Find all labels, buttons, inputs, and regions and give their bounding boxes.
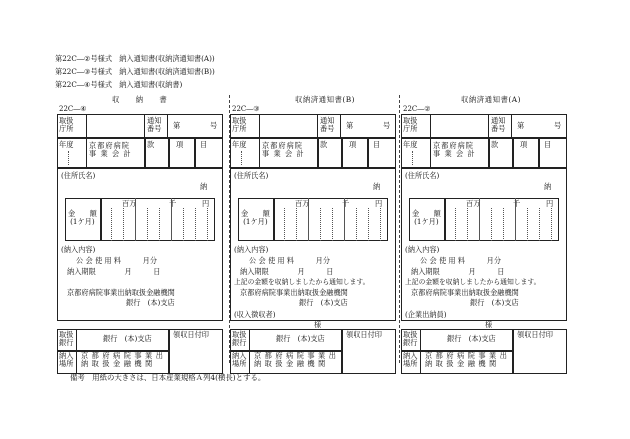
receipt-stamp-label: 領収日付印 [517, 330, 553, 339]
collector-label: (企業出納員) [405, 310, 447, 319]
cut-line-2 [399, 95, 400, 363]
hyakuman-label: 百万 [295, 199, 310, 208]
form-title: 収納済通知書(A) [461, 95, 521, 104]
bottom-stamp-divider [341, 329, 343, 374]
form-header-line-3: 第22C―④号様式 納入通知書(収納書) [55, 80, 183, 89]
moku-divider [194, 138, 196, 168]
digit-divider [123, 208, 124, 241]
bank-line-2: 銀行 (本)支店 [299, 298, 348, 307]
digit-divider [455, 208, 456, 241]
address-label: (住所氏名) [405, 171, 440, 180]
form-code: 22C―④ [59, 105, 87, 113]
fee-item: 公 会 使 用 料 月分 [76, 256, 158, 265]
go-label: 号 [554, 121, 562, 130]
digit-divider [539, 208, 540, 241]
received-notice: 上記の金額を収納しましたから通知します。 [405, 278, 541, 286]
bank-line-1: 京都府病院事業出納取扱金融機関 [67, 288, 175, 297]
digit-divider [551, 208, 552, 241]
bank-line-1: 京都府病院事業出納取扱金融機関 [411, 288, 519, 297]
notice-no-label: 通知 番号 [491, 116, 506, 134]
handling-bank-label: 取扱 銀行 [403, 330, 418, 348]
form-section-1 [57, 95, 223, 371]
digit-divider [368, 208, 369, 241]
form-header-line-2: 第22C―③号様式 納入通知書(収納済通知書(B)) [55, 67, 215, 76]
sen-label: 千 [169, 199, 177, 208]
kou-label: 項 [520, 140, 528, 149]
office-label: 取扱 庁所 [232, 116, 247, 134]
form-header-line-1: 第22C―②号様式 納入通知書(収納済通知書(A)) [55, 54, 215, 63]
en-label: 円 [546, 199, 554, 208]
nou-label: 納 [544, 182, 552, 191]
contents-label: (納入内容) [61, 245, 96, 254]
moku-label: 目 [373, 140, 381, 149]
nendo-dots [412, 151, 413, 165]
collector-label: (収入徴収者) [234, 310, 276, 319]
bank-line-2: 銀行 (本)支店 [470, 298, 519, 307]
payment-place-value: 京 都 府 病 院 事 業 出 納 取 扱 金 融 機 関 [425, 351, 508, 369]
digit-divider [159, 208, 160, 241]
digit-divider [296, 208, 297, 241]
nendo-label: 年度 [232, 140, 247, 149]
kou-divider [168, 138, 170, 168]
digit-divider [308, 198, 309, 241]
handling-bank-value: 銀行 (本)支店 [447, 334, 496, 343]
kan-label: 款 [491, 140, 499, 149]
digit-divider [171, 198, 172, 241]
nendo-dots [68, 151, 69, 165]
hyakuman-label: 百万 [122, 199, 137, 208]
kou-label: 項 [349, 140, 357, 149]
go-label: 号 [210, 121, 218, 130]
form-title: 収納済通知書(B) [295, 95, 356, 104]
notice-no-label: 通知 番号 [320, 116, 335, 134]
payment-place-value: 京 都 府 病 院 事 業 出 納 取 扱 金 融 機 関 [254, 351, 337, 369]
amount-label: 金 額 (1ケ月) [241, 209, 270, 227]
amount-label: 金 額 (1ケ月) [412, 209, 441, 227]
kan-label: 款 [320, 140, 328, 149]
contents-label: (納入内容) [405, 245, 440, 254]
kou-divider [341, 138, 343, 168]
footnote: 備考 用紙の大きさは、日本産業規格Ａ列4(横長)とする。 [70, 373, 266, 382]
handling-bank-label: 取扱 銀行 [59, 330, 74, 348]
bank-line-1: 京都府病院事業出納取扱金融機関 [240, 288, 348, 297]
address-label: (住所氏名) [61, 171, 96, 180]
dai-label: 第 [346, 121, 354, 130]
office-name: 京都府病院 事 業 会 計 [89, 141, 132, 159]
kan-label: 款 [147, 140, 155, 149]
digit-divider [147, 208, 148, 241]
amount-label: 金 額 (1ケ月) [68, 209, 97, 227]
fee-item: 公 会 使 用 料 月分 [249, 256, 331, 265]
digit-divider [380, 208, 381, 241]
digit-divider [491, 208, 492, 241]
handling-bank-value: 銀行 (本)支店 [276, 334, 325, 343]
sen-label: 千 [342, 199, 350, 208]
digit-divider [503, 208, 504, 241]
nendo-label: 年度 [59, 140, 74, 149]
receipt-stamp-label: 領収日付印 [346, 330, 382, 339]
dai-label: 第 [517, 121, 525, 130]
handling-bank-value: 銀行 (本)支店 [103, 334, 152, 343]
bottom-stamp-divider [512, 329, 514, 374]
office-label: 取扱 庁所 [403, 116, 418, 134]
amount-divider [273, 198, 275, 241]
digit-divider [284, 208, 285, 241]
digit-divider [344, 198, 345, 241]
address-label: (住所氏名) [234, 171, 269, 180]
digit-divider [515, 198, 516, 241]
nou-label: 納 [373, 182, 381, 191]
form-section-2 [230, 95, 396, 371]
form-section-3 [401, 95, 567, 371]
hyakuman-label: 百万 [466, 199, 481, 208]
bank-line-2: 銀行 (本)支店 [126, 298, 175, 307]
digit-divider [183, 208, 184, 241]
moku-label: 目 [200, 140, 208, 149]
receipt-stamp-label: 領収日付印 [173, 330, 209, 339]
moku-divider [538, 138, 540, 168]
payment-place-label: 納入 場所 [59, 351, 74, 369]
kan-divider [144, 138, 146, 168]
kou-divider [512, 138, 514, 168]
sen-label: 千 [513, 199, 521, 208]
digit-divider [135, 198, 136, 241]
fee-item: 公 会 使 用 料 月分 [420, 256, 502, 265]
digit-divider [356, 208, 357, 241]
digit-divider [320, 208, 321, 241]
digit-divider [207, 208, 208, 241]
office-name: 京都府病院 事 業 会 計 [262, 141, 305, 159]
dai-label: 第 [173, 121, 181, 130]
bottom-stamp-divider [168, 329, 170, 374]
moku-divider [367, 138, 369, 168]
office-label: 取扱 庁所 [59, 116, 74, 134]
nou-label: 納 [200, 182, 208, 191]
digit-divider [332, 208, 333, 241]
amount-divider [444, 198, 446, 241]
notice-no-label: 通知 番号 [147, 116, 162, 134]
nendo-dots [241, 151, 242, 165]
payment-place-value: 京 都 府 病 院 事 業 出 納 取 扱 金 融 機 関 [81, 351, 164, 369]
digit-divider [195, 208, 196, 241]
go-label: 号 [383, 121, 391, 130]
due-date: 納入期限 月 日 [67, 267, 161, 276]
form-code: 22C―③ [232, 105, 260, 113]
digit-divider [479, 198, 480, 241]
digit-divider [467, 208, 468, 241]
sama-label: 様 [314, 320, 322, 329]
en-label: 円 [202, 199, 210, 208]
moku-label: 目 [544, 140, 552, 149]
kou-label: 項 [176, 140, 184, 149]
en-label: 円 [375, 199, 383, 208]
nendo-label: 年度 [403, 140, 418, 149]
kan-divider [317, 138, 319, 168]
sama-label: 様 [485, 320, 493, 329]
amount-divider [100, 198, 102, 241]
handling-bank-label: 取扱 銀行 [232, 330, 247, 348]
digit-divider [111, 208, 112, 241]
digit-divider [527, 208, 528, 241]
office-name: 京都府病院 事 業 会 計 [433, 141, 476, 159]
contents-label: (納入内容) [234, 245, 269, 254]
form-code: 22C―② [403, 105, 431, 113]
form-title: 収 納 書 [112, 95, 168, 104]
payment-place-label: 納入 場所 [232, 351, 247, 369]
due-date: 納入期限 月 日 [240, 267, 334, 276]
received-notice: 上記の金額を収納しましたから通知します。 [234, 278, 370, 286]
kan-divider [488, 138, 490, 168]
payment-place-label: 納入 場所 [403, 351, 418, 369]
due-date: 納入期限 月 日 [411, 267, 505, 276]
